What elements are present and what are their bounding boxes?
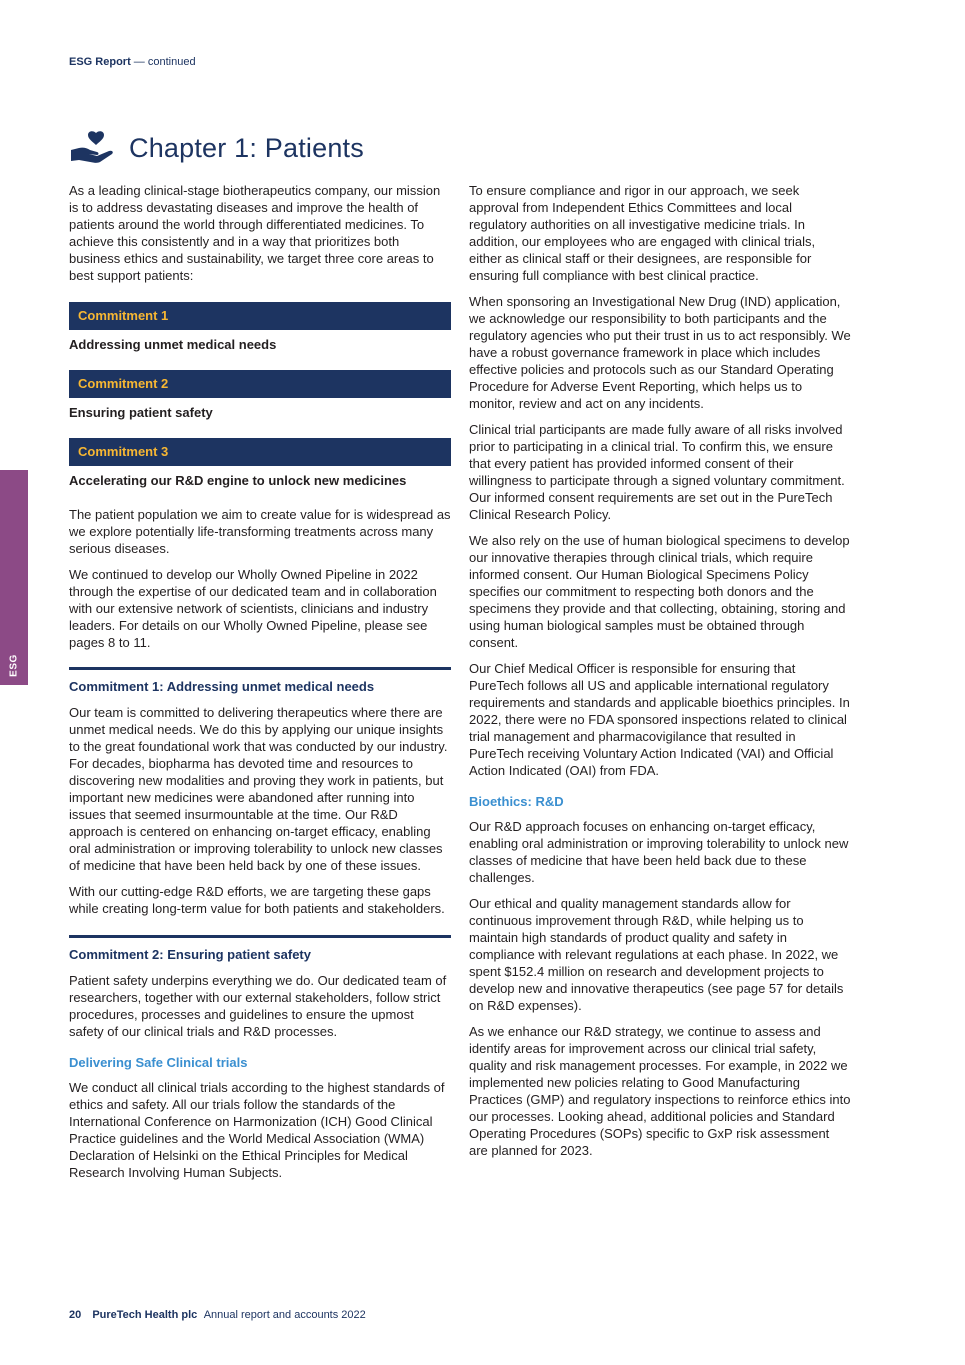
- compliance-paragraph: To ensure compliance and rigor in our approach, we seek approval from Independent Ethics Committees and local regulatory authorities on all investigative medicine trials. In addition, our employees who are engaged with clinical trials, either as clinical staff or their designees, are responsible for ensuring full compliance with best clinical practice.: [469, 183, 816, 283]
- commitment-2-block: [69, 370, 451, 428]
- consent-paragraph: Clinical trial participants are made fully aware of all risks involved prior to participating in a clinical trial. To confirm this, we ensure that every patient has provided informed consent of their willingness to participate through a signed voluntary commitment. Our informed consent requirements are set out in the PureTech Clinical Research Policy.: [469, 422, 845, 522]
- bioethics-paragraph-1: Our R&D approach focuses on enhancing on-target efficacy, enabling oral administration or improving tolerability to unlock new classes of medicine that have been held back due to these challenges.: [469, 819, 849, 885]
- footer-company: PureTech Health plc: [92, 1309, 198, 1321]
- commitment-1-paragraph-2: With our cutting-edge R&D efforts, we are targeting these gaps while creating long-term value for both patients and stakeholders.: [69, 884, 445, 916]
- heart-hand-icon: [69, 130, 115, 166]
- footer-document: Annual report and accounts 2022: [203, 1309, 366, 1321]
- commitment-2-paragraph: Patient safety underpins everything we do. Our dedicated team of researchers, together with our external stakeholders, follow strict procedures, processes and guidelines to ensure the upmost safety of our clinical trials and R&D processes.: [69, 973, 447, 1039]
- commitment-3-label: Commitment 3: [69, 438, 451, 466]
- population-paragraph: The patient population we aim to create value for is widespread as we explore potentially life-transforming treatments across many serious diseases.: [69, 507, 451, 556]
- header-section: ESG Report: [69, 56, 131, 68]
- section-side-tab[interactable]: [0, 470, 28, 685]
- page-number: 20: [69, 1309, 82, 1321]
- bioethics-paragraph-2: Our ethical and quality management standards allow for continuous improvement through R&D, while helping us to maintain high standards of product quality and safety in compliance with relevant regulations at each phase. In 2022, we spent $152.4 million on research and development projects to develop new and innovative therapeutics (see page 57 for details on R&D expenses).: [469, 896, 844, 1013]
- commitment-1-heading: Commitment 1: Addressing unmet medical needs: [69, 679, 375, 694]
- intro-paragraph: As a leading clinical-stage biotherapeutics company, our mission is to address devastating diseases and improve the health of patients around the world through differentiated medicines. To achieve this consistently and in a way that prioritizes both business ethics and sustainability, we target three core areas to best support patients:: [69, 183, 441, 283]
- ind-paragraph: When sponsoring an Investigational New Drug (IND) application, we acknowledge our responsibility to both participants and the regulatory agencies who put their trust in us to act responsibly. We have a robust governance framework in place which includes effective policies and protocols such as our Standard Operating Procedure for Adverse Event Reporting, which helps us to monitor, review and act on any incidents.: [469, 294, 851, 411]
- side-tab-label: ESG: [8, 654, 20, 677]
- bioethics-heading: Bioethics: R&D: [469, 794, 564, 809]
- chapter-heading: [69, 128, 364, 168]
- pipeline-paragraph: We continued to develop our Wholly Owned Pipeline in 2022 through the expertise of our dedicated team and in collaboration with our extensive network of scientists, clinicians and industry leaders. For details on our Wholly Owned Pipeline, please see pages 8 to 11.: [69, 567, 437, 650]
- commitment-3-block: [69, 438, 451, 496]
- commitment-1-text: Addressing unmet medical needs: [69, 337, 277, 352]
- cmo-paragraph: Our Chief Medical Officer is responsible for ensuring that PureTech follows all US and applicable international regulatory requirements and standards and applicable bioethics principles. In 2022, there were no FDA sponsored inspections related to clinical trial management and pharmacovigilance that resulted in PureTech receiving Voluntary Action Indicated (VAI) and Official Action Indicated (OAI) from FDA.: [469, 661, 850, 778]
- commitment-2-text: Ensuring patient safety: [69, 405, 213, 420]
- commitment-1-label: Commitment 1: [69, 302, 451, 330]
- commitment-2-label: Commitment 2: [69, 370, 451, 398]
- left-column: [69, 182, 451, 1190]
- commitment-1-paragraph: Our team is committed to delivering therapeutics where there are unmet medical needs. We do this by applying our unique insights to the great foundational work that was conducted by our industry. For decades, biopharma has devoted time and resources to discovering new modalities and proving they work in patients, but important new medicines were abandoned after running into issues that seemed insurmountable at the time. Our R&D approach is centered on enhancing on-target efficacy, enabling oral administration or improving tolerability to unlock new classes of medicine that have been held back by one of these issues.: [69, 705, 448, 873]
- section-divider: [69, 935, 451, 938]
- page-footer: [69, 1309, 366, 1321]
- commitment-3-text: Accelerating our R&D engine to unlock new medicines: [69, 473, 407, 488]
- clinical-trials-heading: Delivering Safe Clinical trials: [69, 1055, 248, 1070]
- bioethics-paragraph-3: As we enhance our R&D strategy, we continue to assess and identify areas for improvement across our clinical trial safety, quality and risk management processes. For example, in 2022 we implemented new policies relating to Good Manufacturing Practices (GMP) and regulatory inspections to reinforce ethics into our processes. Looking ahead, additional policies and Standard Operating Procedures (SOPs) specific to GxP risk assessment are planned for 2023.: [469, 1024, 851, 1158]
- chapter-title: Chapter 1: Patients: [129, 132, 364, 163]
- header-suffix: — continued: [133, 56, 196, 68]
- section-divider: [69, 667, 451, 670]
- running-header: [69, 56, 196, 68]
- clinical-trials-paragraph: We conduct all clinical trials according to the highest standards of ethics and safety. All our trials follow the standards of the International Conference on Harmonization (ICH) Good Clinical Practice guidelines and the World Medical Association (WMA) Declaration of Helsinki on the Ethical Principles for Medical Research Involving Human Subjects.: [69, 1080, 445, 1180]
- specimens-paragraph: We also rely on the use of human biological specimens to develop our innovative therapies through clinical trials, which require informed consent. Our Human Biological Specimens Policy specifies our commitment to respecting both donors and the specimens they provide and that collecting, obtaining, storing and using human biological samples must be obtained through consent.: [469, 533, 850, 650]
- commitment-2-heading: Commitment 2: Ensuring patient safety: [69, 947, 311, 962]
- right-column: [469, 182, 851, 1168]
- commitment-1-block: [69, 302, 451, 360]
